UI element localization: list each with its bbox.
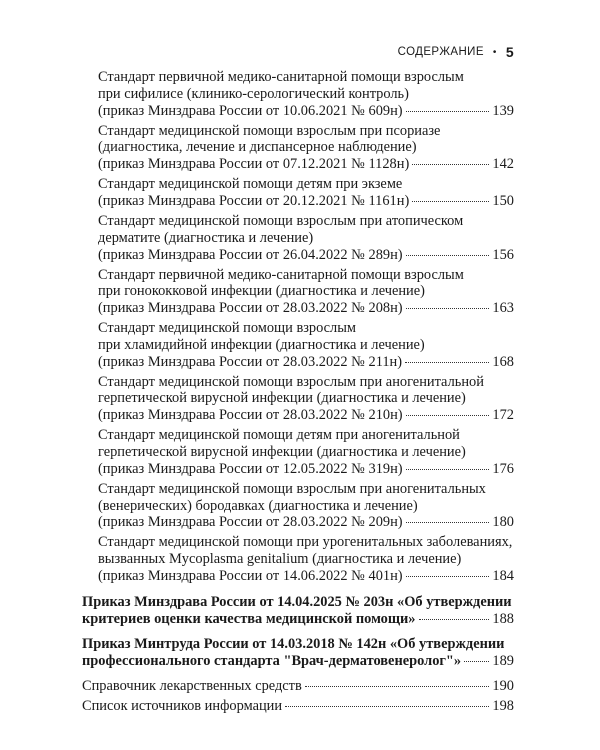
- entry-title-line: Список источников информации: [82, 697, 283, 714]
- entry-title-line: Стандарт медицинской помощи детям при аногенитальной: [98, 427, 460, 444]
- toc-entry[interactable]: [82, 636, 514, 670]
- entry-title-line: (приказ Минздрава России от 10.06.2021 № 609н): [98, 102, 403, 119]
- entry-title-line: Стандарт медицинской помощи взрослым при аногенитальных: [98, 480, 486, 497]
- entry-title-line: (приказ Минздрава России от 12.05.2022 № 319н): [98, 460, 403, 477]
- entry-title-line: (приказ Минздрава России от 20.12.2021 № 1161н): [98, 192, 410, 209]
- entry-title-line: Стандарт первичной медико-санитарной помощи взрослым: [98, 266, 464, 283]
- toc-entry[interactable]: [82, 481, 514, 531]
- entry-last-line: [98, 193, 514, 210]
- entry-page-number: 188: [492, 610, 514, 627]
- dot-leader: [406, 415, 490, 416]
- entry-title-line: Стандарт медицинской помощи взрослым при аногенитальной: [98, 373, 484, 390]
- dot-leader: [419, 619, 490, 620]
- entry-last-line: [82, 653, 514, 670]
- entry-title-line: при хламидийной инфекции (диагностика и лечение): [98, 336, 425, 353]
- entry-title-line: Стандарт первичной медико-санитарной помощи взрослым: [98, 69, 464, 85]
- dot-leader: [406, 522, 490, 523]
- entry-title-line: при гонококковой инфекции (диагностика и лечение): [98, 283, 425, 300]
- entry-title-line: Стандарт медицинской помощи взрослым при атопическом: [98, 212, 464, 229]
- entry-title-line: Приказ Минздрава России от 14.04.2025 № 203н «Об утверждении: [82, 593, 512, 610]
- toc-entry[interactable]: [82, 678, 514, 695]
- toc-entry[interactable]: [82, 213, 514, 263]
- entry-last-line: [82, 698, 514, 715]
- table-of-contents: [82, 69, 514, 718]
- entry-title-line: вызванных Mycoplasma genitalium (диагностика и лечение): [98, 551, 462, 568]
- entry-title-line: Стандарт медицинской помощи взрослым: [98, 320, 357, 337]
- entry-page-number: 156: [492, 246, 514, 263]
- entry-page-number: 142: [492, 156, 514, 173]
- entry-title-line: Стандарт медицинской помощи детям при экземе: [98, 176, 403, 193]
- entry-title-line: критериев оценки качества медицинской помощи»: [82, 610, 416, 627]
- dot-leader: [412, 201, 489, 202]
- entry-title-line: при сифилисе (клинико-серологический контроль): [98, 85, 409, 102]
- toc-entry[interactable]: [82, 374, 514, 424]
- entry-last-line: [98, 354, 514, 371]
- entry-title-line: (приказ Минздрава России от 07.12.2021 № 1128н): [98, 156, 410, 173]
- dot-leader: [406, 469, 490, 470]
- entry-title-line: Справочник лекарственных средств: [82, 677, 302, 694]
- entry-last-line: [98, 247, 514, 264]
- dot-leader: [464, 661, 489, 662]
- entry-title-line: Стандарт медицинской помощи при урогенитальных заболеваниях,: [98, 534, 513, 551]
- toc-entry[interactable]: [82, 320, 514, 370]
- toc-entry[interactable]: [82, 69, 514, 119]
- entry-title-line: герпетической вирусной инфекции (диагностика и лечение): [98, 444, 466, 461]
- entry-last-line: [98, 407, 514, 424]
- toc-entry[interactable]: [82, 594, 514, 628]
- entry-title-line: (диагностика, лечение и диспансерное наблюдение): [98, 139, 417, 156]
- entry-page-number: 189: [492, 653, 514, 670]
- entry-page-number: 198: [492, 697, 514, 714]
- entry-last-line: [98, 300, 514, 317]
- toc-entry[interactable]: [82, 123, 514, 173]
- entry-page-number: 190: [492, 677, 514, 694]
- entry-page-number: 168: [492, 353, 514, 370]
- entry-page-number: 180: [492, 514, 514, 531]
- entry-last-line: [98, 156, 514, 173]
- entry-page-number: 184: [492, 568, 514, 584]
- entry-title-line: (приказ Минздрава России от 28.03.2022 № 208н): [98, 300, 403, 317]
- entry-page-number: 176: [492, 460, 514, 477]
- entry-title-line: профессионального стандарта "Врач-дерматовенеролог"»: [82, 653, 462, 670]
- dot-leader: [406, 111, 490, 112]
- entry-last-line: [98, 461, 514, 478]
- dot-leader: [305, 686, 490, 687]
- entry-title-line: Стандарт медицинской помощи взрослым при псориазе: [98, 122, 441, 139]
- entry-title-line: (приказ Минздрава России от 28.03.2022 № 211н): [98, 353, 403, 370]
- entry-last-line: [98, 103, 514, 120]
- dot-leader: [406, 255, 490, 256]
- page-number: 5: [505, 44, 514, 60]
- entry-title-line: (венерических) бородавках (диагностика и лечение): [98, 497, 418, 514]
- toc-entry[interactable]: [82, 698, 514, 715]
- entry-page-number: 163: [492, 300, 514, 317]
- running-header: [398, 44, 514, 60]
- entry-last-line: [82, 678, 514, 695]
- entry-title-line: дерматите (диагностика и лечение): [98, 229, 314, 246]
- entry-page-number: 150: [492, 192, 514, 209]
- entry-title-line: (приказ Минздрава России от 14.06.2022 № 401н): [98, 568, 403, 584]
- entry-title-line: (приказ Минздрава России от 28.03.2022 № 210н): [98, 407, 403, 424]
- dot-leader: [405, 362, 489, 363]
- entry-last-line: [98, 514, 514, 531]
- dot-leader: [285, 706, 489, 707]
- toc-entry[interactable]: [82, 534, 514, 584]
- entry-title-line: Приказ Минтруда России от 14.03.2018 № 142н «Об утверждении: [82, 636, 505, 653]
- toc-entry[interactable]: [82, 427, 514, 477]
- entry-title-line: (приказ Минздрава России от 28.03.2022 № 209н): [98, 514, 403, 531]
- toc-entry[interactable]: [82, 267, 514, 317]
- entry-title-line: (приказ Минздрава России от 26.04.2022 № 289н): [98, 246, 403, 263]
- dot-leader: [406, 308, 490, 309]
- dot-leader: [406, 576, 490, 577]
- toc-entry[interactable]: [82, 176, 514, 210]
- entry-title-line: герпетической вирусной инфекции (диагностика и лечение): [98, 390, 466, 407]
- bullet-separator: •: [492, 46, 497, 58]
- section-title: СОДЕРЖАНИЕ: [397, 46, 484, 58]
- entry-page-number: 139: [492, 102, 514, 119]
- entry-page-number: 172: [492, 407, 514, 424]
- entry-last-line: [98, 568, 514, 585]
- entry-last-line: [82, 611, 514, 628]
- dot-leader: [412, 164, 489, 165]
